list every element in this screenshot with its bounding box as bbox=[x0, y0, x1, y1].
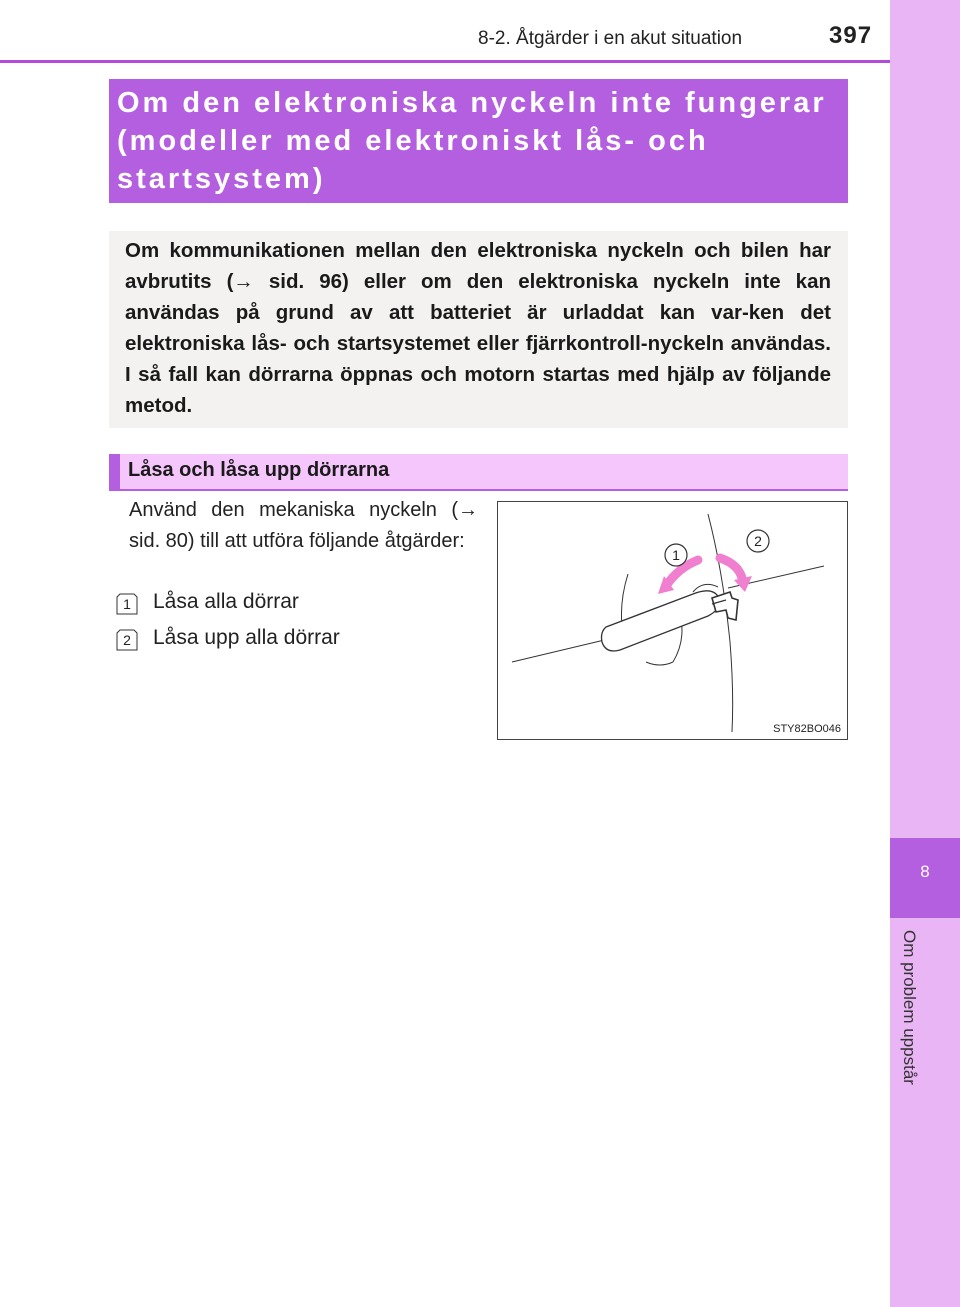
door-handle-figure bbox=[497, 501, 848, 740]
figure-callout-1: 1 bbox=[672, 547, 680, 563]
step-1-badge bbox=[116, 593, 138, 615]
subsection-heading: Låsa och låsa upp dörrarna bbox=[128, 459, 390, 481]
header-rule bbox=[0, 60, 890, 63]
side-tab-chapter-title: Om problem uppstår bbox=[900, 930, 919, 1085]
figure-callout-2: 2 bbox=[754, 533, 762, 549]
step-2-number: 2 bbox=[123, 632, 131, 648]
section-label: 8-2. Åtgärder i en akut situation bbox=[478, 28, 743, 49]
step-1-label: Låsa alla dörrar bbox=[153, 590, 299, 613]
step-1-number: 1 bbox=[123, 596, 131, 612]
intro-text: Om kommunikationen mellan den elektroniska nyckeln och bilen har avbrutits (→ sid. 96) eller om den elektroniska nyckeln inte kan användas på grund av att batteriet är urladdat kan var-ken det elektroniska lås- och startsystemet eller fjärrkontroll-nyckeln användas. I så fall kan dörrarna öppnas och motorn startas med hjälp av följande metod. bbox=[125, 239, 831, 417]
step-2-badge bbox=[116, 629, 138, 651]
body-text: Använd den mekaniska nyckeln (→ sid. 80) till att utföra följande åtgärder: bbox=[129, 499, 478, 552]
subsection-heading-bar bbox=[109, 454, 120, 491]
page-number: 397 bbox=[829, 22, 873, 49]
figure-code: STY82BO046 bbox=[773, 723, 841, 735]
page-title: Om den elektroniska nyckeln inte fungerar (modeller med elektroniskt lås- och startsystem) bbox=[117, 87, 827, 195]
side-tab-chapter-number: 8 bbox=[920, 862, 930, 881]
step-2-label: Låsa upp alla dörrar bbox=[153, 626, 340, 649]
door-handle-illustration bbox=[498, 502, 847, 739]
